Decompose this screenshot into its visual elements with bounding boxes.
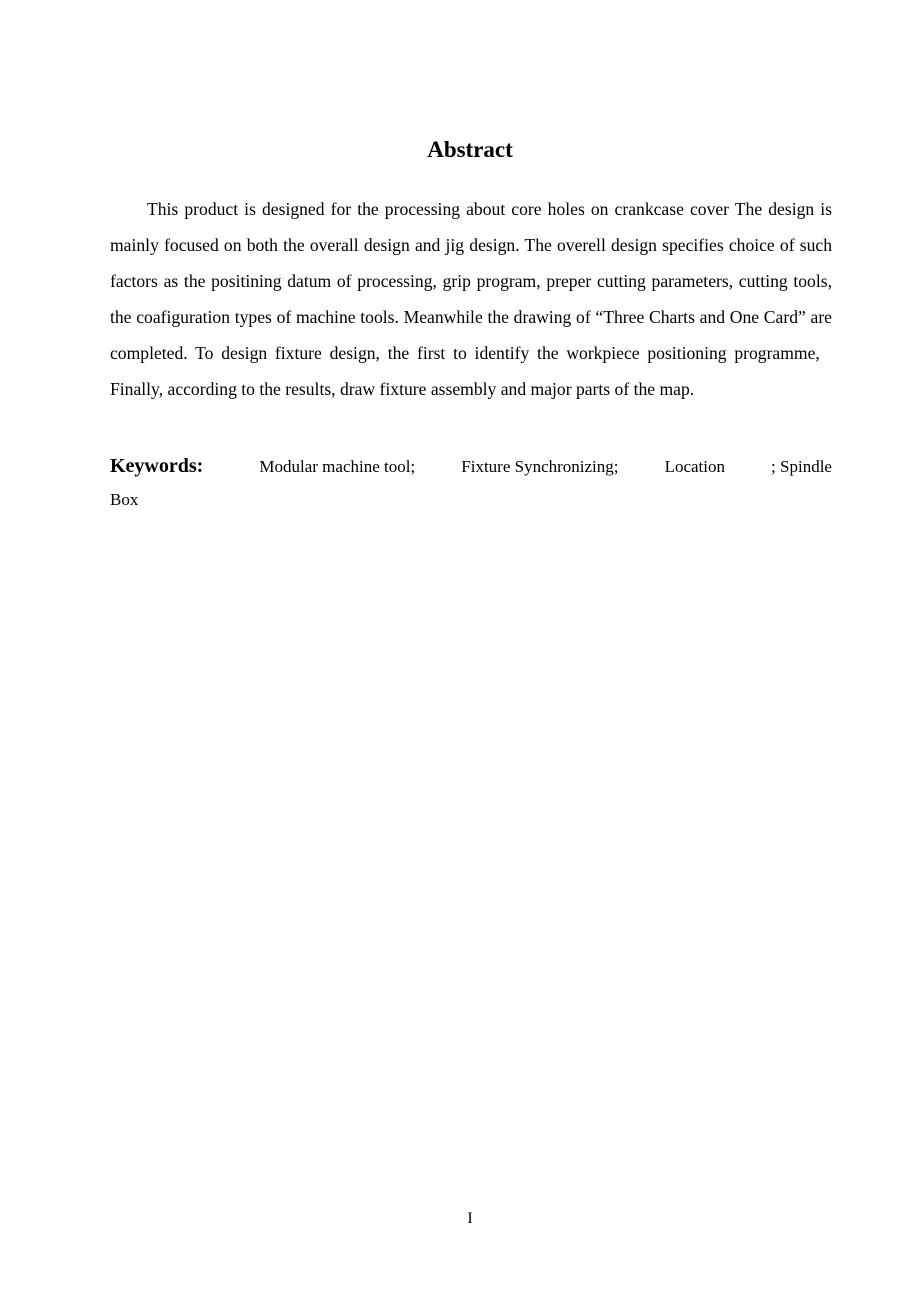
keywords-label: Keywords: (110, 455, 204, 477)
page-number: I (467, 1210, 473, 1227)
keyword-item: Fixture Synchronizing; (461, 457, 619, 476)
keyword-item: Location (664, 457, 725, 476)
keyword-item: ; Spindle (771, 457, 832, 476)
keywords-section (110, 449, 832, 517)
abstract-paragraph: This product is designed for the processing about core holes on crankcase cover The design is mainly focused on both the overall design and jig design. The overell design specifies choice of such factors as the positining datum of processing, grip program, preper cutting parameters, cutting tools, the coafiguration types of machine tools. Meanwhile the drawing of “Three Charts and One Card” are completed. To design fixture design, the first to identify the workpiece positioning programme, Finally, according to the results, draw fixture assembly and major parts of the map. (110, 199, 832, 399)
keyword-item: Modular machine tool; (259, 457, 416, 476)
page-title: Abstract (427, 137, 513, 162)
keyword-continuation: Box (110, 490, 139, 509)
keywords-row (110, 449, 832, 484)
